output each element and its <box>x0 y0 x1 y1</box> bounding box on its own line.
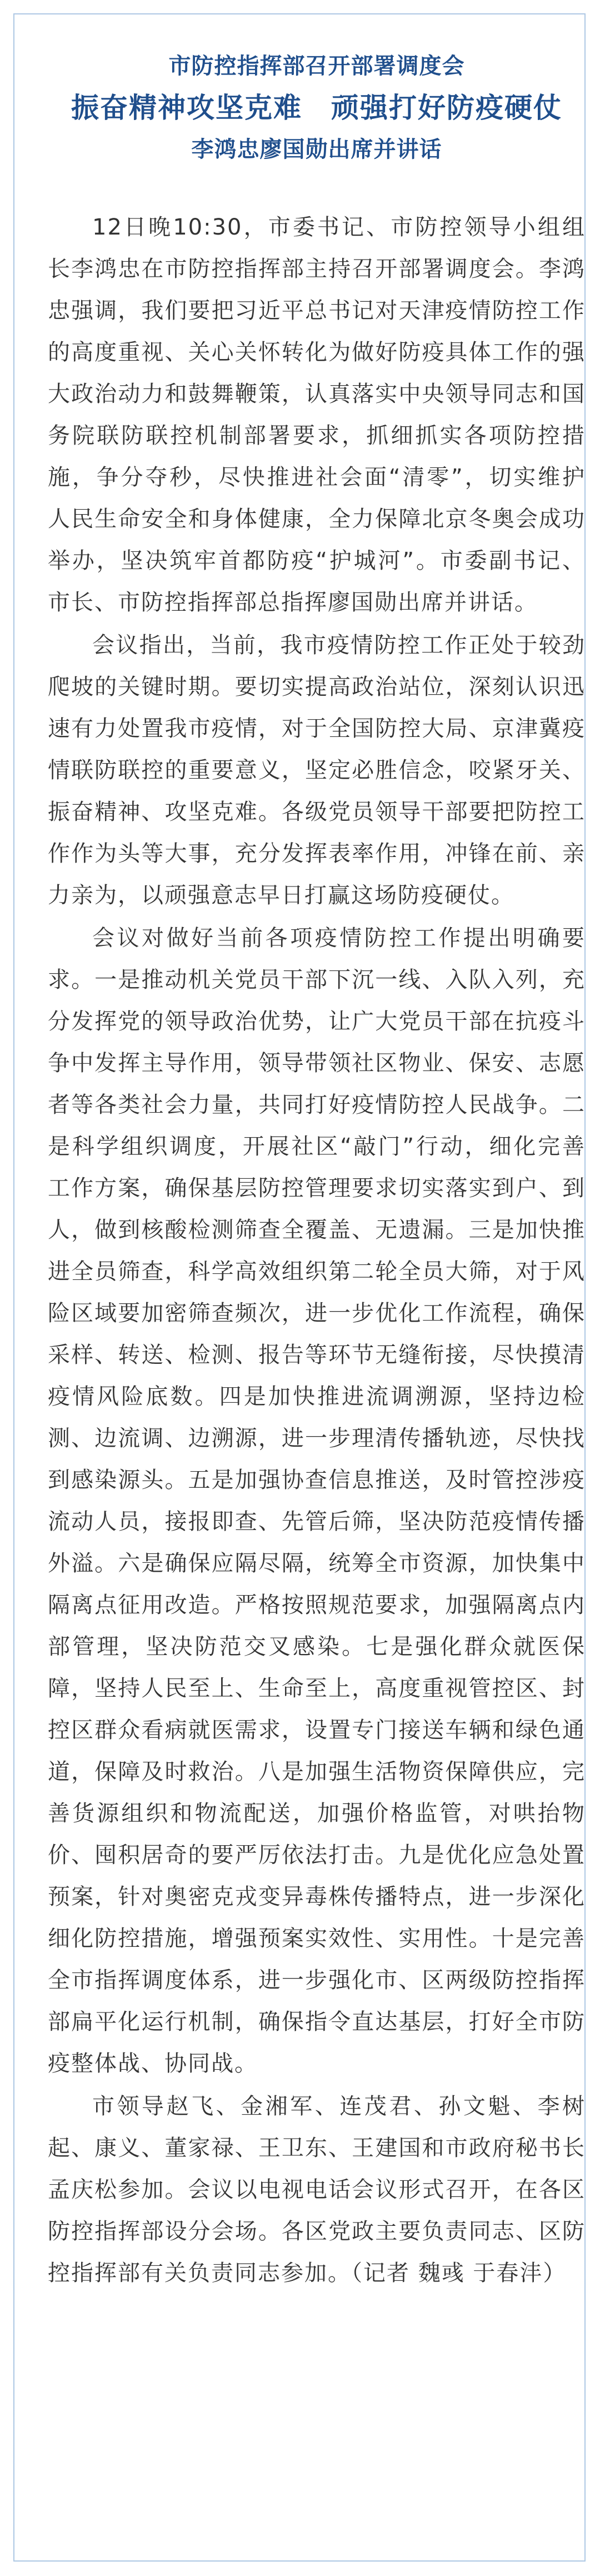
article-title: 振奋精神攻坚克难 顽强打好防疫硬仗 <box>71 92 562 124</box>
article-subtitle: 李鸿忠廖国勋出席并讲话 <box>191 137 442 162</box>
body-paragraph-2: 会议指出，当前，我市疫情防控工作正处于较劲爬坡的关键时期。要切实提高政治站位，深刻认识迅速有力处置我市疫情，对于全国防控大局、京津冀疫情联防联控的重要意义，坚定必胜信念，咬紧牙关、振奋精神、攻坚克难。各级党员领导干部要把防控工作作为头等大事，充分发挥表率作用，冲锋在前、亲力亲为，以顽强意志早日打赢这场防疫硬仗。 <box>48 632 586 908</box>
body-paragraph-3: 会议对做好当前各项疫情防控工作提出明确要求。一是推动机关党员干部下沉一线、入队入列，充分发挥党的领导政治优势，让广大党员干部在抗疫斗争中发挥主导作用，领导带领社区物业、保安、志愿者等各类社会力量，共同打好疫情防控人民战争。二是科学组织调度，开展社区“敲门”行动，细化完善工作方案，确保基层防控管理要求切实落实到户、到人，做到核酸检测筛查全覆盖、无遗漏。三是加快推进全员筛查，科学高效组织第二轮全员大筛，对于风险区域要加密筛查频次，进一步优化工作流程，确保采样、转送、检测、报告等环节无缝衔接，尽快摸清疫情风险底数。四是加快推进流调溯源，坚持边检测、边流调、边溯源，进一步理清传播轨迹，尽快找到感染源头。五是加强协查信息推送，及时管控涉疫流动人员，接报即查、先管后筛，坚决防范疫情传播外溢。六是确保应隔尽隔，统筹全市资源，加快集中隔离点征用改造。严格按照规范要求，加强隔离点内部管理，坚决防范交叉感染。七是强化群众就医保障，坚持人民至上、生命至上，高度重视管控区、封控区群众看病就医需求，设置专门接送车辆和绿色通道，保障及时救治。八是加强生活物资保障供应，完善货源组织和物流配送，加强价格监管，对哄抬物价、囤积居奇的要严厉依法打击。九是优化应急处置预案，针对奥密克戎变异毒株传播特点，进一步深化细化防控措施，增强预案实效性、实用性。十是完善全市指挥调度体系，进一步强化市、区两级防控指挥部扁平化运行机制，确保指令直达基层，打好全市防疫整体战、协同战。 <box>48 925 586 2076</box>
body-paragraph-4: 市领导赵飞、金湘军、连茂君、孙文魁、李树起、康义、董家禄、王卫东、王建国和市政府秘书长孟庆松参加。会议以电视电话会议形式召开，在各区防控指挥部设分会场。各区党政主要负责同志、区防控指挥部有关负责同志参加。（记者 魏彧 于春沣） <box>48 2094 586 2286</box>
article-frame <box>13 13 586 2562</box>
article-content <box>48 48 586 2294</box>
article-body <box>48 207 586 2294</box>
article-kicker: 市防控指挥部召开部署调度会 <box>168 53 465 79</box>
title-block <box>48 48 586 168</box>
body-paragraph-1: 12日晚10:30，市委书记、市防控领导小组组长李鸿忠在市防控指挥部主持召开部署调度会。李鸿忠强调，我们要把习近平总书记对天津疫情防控工作的高度重视、关心关怀转化为做好防疫具体工作的强大政治动力和鼓舞鞭策，认真落实中央领导同志和国务院联防联控机制部署要求，抓细抓实各项防控措施，争分夺秒，尽快推进社会面“清零”，切实维护人民生命安全和身体健康，全力保障北京冬奥会成功举办，坚决筑牢首都防疫“护城河”。市委副书记、市长、市防控指挥部总指挥廖国勋出席并讲话。 <box>48 215 586 615</box>
